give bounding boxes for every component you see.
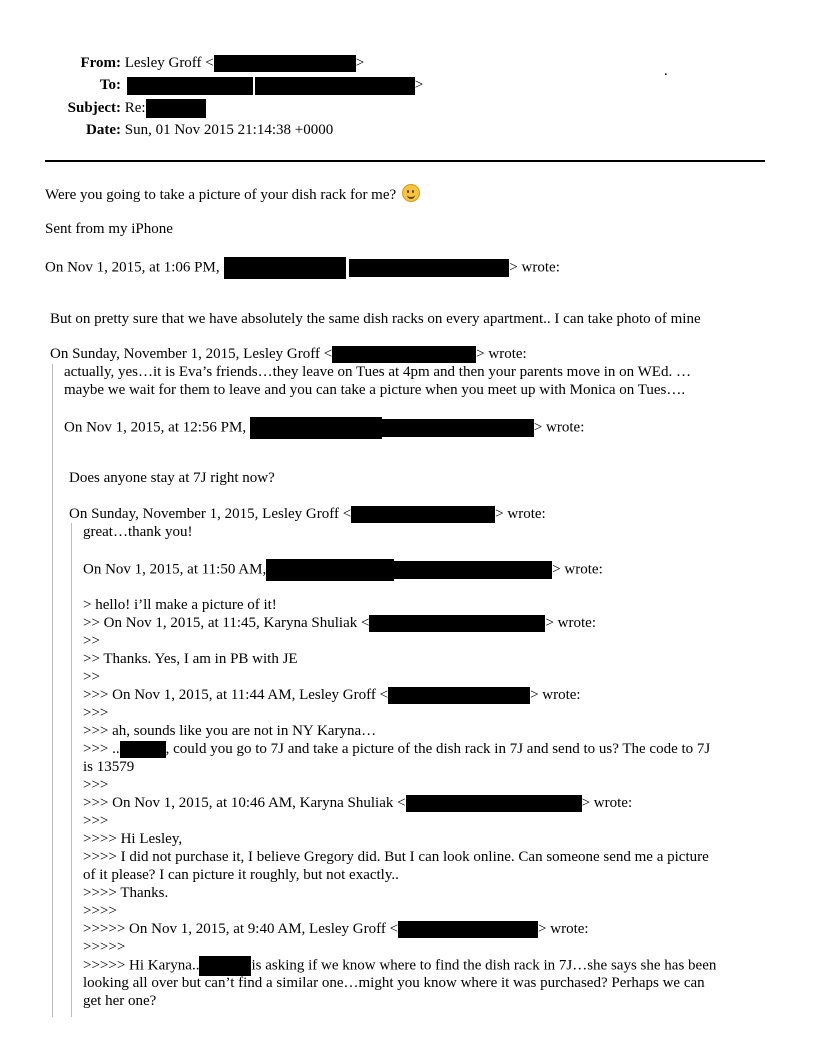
- body-line: Were you going to take a picture of your dish rack for me?: [45, 184, 420, 204]
- body-line: great…thank you!: [83, 524, 193, 540]
- redacted-block: [255, 77, 415, 95]
- body-line: >>>> Thanks.: [83, 885, 169, 901]
- body-line: >>>>>: [83, 939, 126, 955]
- header-to-row: To: >: [45, 76, 423, 95]
- date-value: Sun, 01 Nov 2015 21:14:38 +0000: [124, 122, 334, 138]
- body-line: maybe we wait for them to leave and you can take a picture when you meet up with Monica on Tues….: [64, 382, 686, 398]
- header-date-row: [45, 121, 333, 139]
- redacted-block: [369, 615, 545, 632]
- redacted-block: [388, 687, 530, 704]
- body-line: >>>: [83, 705, 109, 721]
- body-line: get her one?: [83, 993, 157, 1009]
- quote-header: On Sunday, November 1, 2015, Lesley Groff < > wrote:: [50, 346, 527, 362]
- body-line: >>> On Nov 1, 2015, at 10:46 AM, Karyna Shuliak < > wrote:: [83, 795, 633, 811]
- body-line: is 13579: [83, 759, 135, 775]
- body-line: >>>>: [83, 903, 117, 919]
- redacted-block: [266, 559, 394, 581]
- redacted-block: [214, 55, 356, 72]
- body-line: >>>: [83, 813, 109, 829]
- redacted-block: [146, 99, 206, 118]
- header-divider: [45, 160, 765, 162]
- redacted-block: [224, 257, 346, 279]
- redacted-block: [332, 346, 476, 363]
- smiley-emoji-icon: [402, 184, 420, 202]
- subject-label: Subject:: [67, 100, 121, 116]
- redacted-block: [351, 506, 495, 523]
- body-line: Does anyone stay at 7J right now?: [69, 470, 275, 486]
- body-line: >>> .. , could you go to 7J and take a picture of the dish rack in 7J and send to us? The code to 7J: [83, 741, 711, 757]
- redacted-block: [127, 77, 253, 95]
- body-line: >>>>> Hi Karyna.. is asking if we know where to find the dish rack in 7J…she says she has been: [83, 956, 716, 976]
- header-subject-row: [45, 99, 206, 118]
- body-line: >>> ah, sounds like you are not in NY Karyna…: [83, 723, 377, 739]
- body-line: >>>>> On Nov 1, 2015, at 9:40 AM, Lesley Groff < > wrote:: [83, 921, 589, 937]
- quote-header: On Sunday, November 1, 2015, Lesley Groff < > wrote:: [69, 506, 546, 522]
- body-line: >>>: [83, 777, 109, 793]
- redacted-block: [398, 921, 538, 938]
- body-line: >>: [83, 669, 100, 685]
- redacted-block: [120, 741, 166, 758]
- stray-dot: .: [664, 63, 668, 79]
- body-line: Sent from my iPhone: [45, 221, 173, 237]
- redacted-block: [349, 259, 509, 277]
- header-from-row: From: Lesley Groff < >: [45, 54, 364, 72]
- redacted-block: [250, 417, 382, 439]
- from-label: From:: [80, 55, 121, 71]
- body-line: But on pretty sure that we have absolutely the same dish racks on every apartment.. I can take photo of mine: [50, 311, 701, 327]
- from-name: Lesley Groff <: [124, 55, 214, 71]
- body-line: > hello! i’ll make a picture of it!: [83, 597, 277, 613]
- body-line: >> Thanks. Yes, I am in PB with JE: [83, 651, 298, 667]
- quote-header: On Nov 1, 2015, at 12:56 PM, > wrote:: [64, 417, 584, 439]
- body-line: >>> On Nov 1, 2015, at 11:44 AM, Lesley Groff < > wrote:: [83, 687, 581, 703]
- body-line: >>>> I did not purchase it, I believe Gregory did. But I can look online. Can someone send me a picture: [83, 849, 709, 865]
- body-line: >> On Nov 1, 2015, at 11:45, Karyna Shuliak < > wrote:: [83, 615, 596, 631]
- redacted-block: [382, 419, 534, 437]
- to-label: To:: [99, 77, 121, 93]
- body-line: >>>> Hi Lesley,: [83, 831, 183, 847]
- quote-bar: [52, 364, 53, 1017]
- quote-header: On Nov 1, 2015, at 11:50 AM, > wrote:: [83, 559, 603, 581]
- date-label: Date:: [86, 122, 121, 138]
- redacted-block: [394, 561, 552, 579]
- redacted-block: [199, 956, 251, 976]
- redacted-block: [406, 795, 582, 812]
- body-line: of it please? I can picture it roughly, but not exactly..: [83, 867, 399, 883]
- body-line: looking all over but can’t find a similar one…might you know where it was purchased? Perhaps we can: [83, 975, 705, 991]
- subject-value: Re:: [124, 100, 146, 116]
- quote-bar: [71, 523, 72, 1017]
- body-line: actually, yes…it is Eva’s friends…they leave on Tues at 4pm and then your parents move in on WEd. …: [64, 364, 691, 380]
- quote-header: On Nov 1, 2015, at 1:06 PM, > wrote:: [45, 257, 560, 279]
- body-line: >>: [83, 633, 100, 649]
